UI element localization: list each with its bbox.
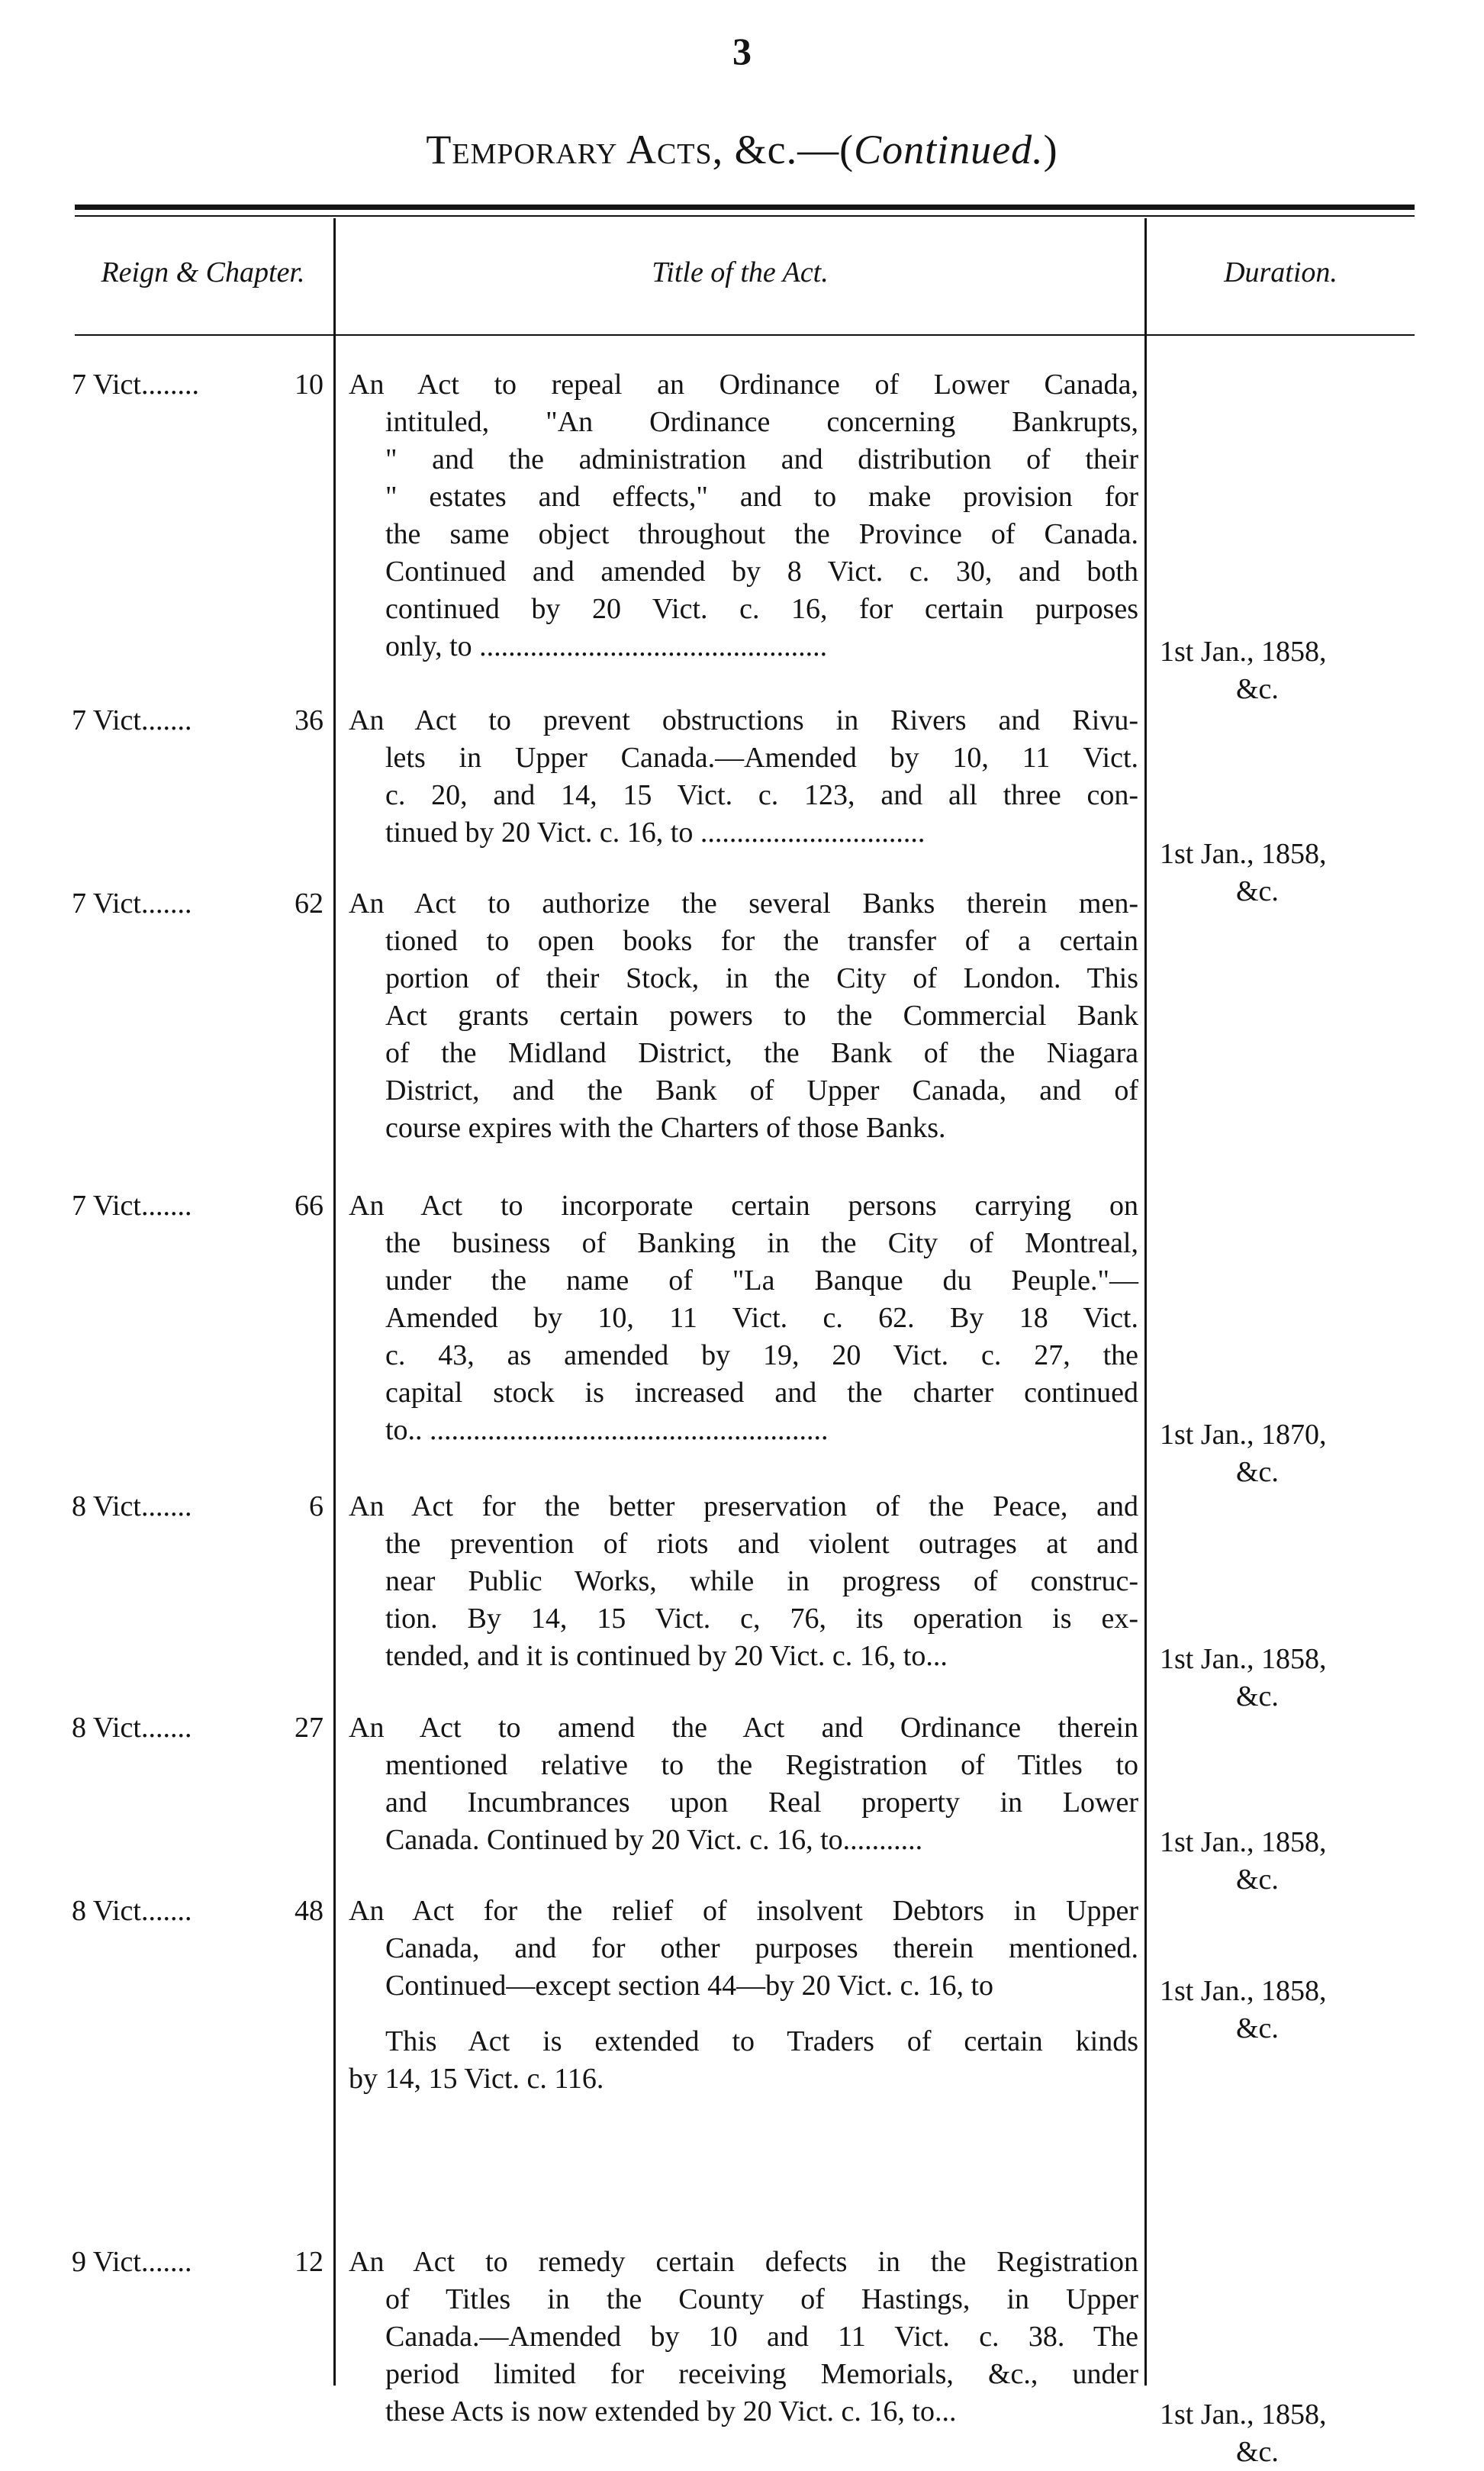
duration	[1160, 633, 1389, 708]
duration-etc: &c.	[1236, 1864, 1279, 1896]
chapter-number: 36	[295, 704, 324, 736]
reign-text: 9 Vict.......	[72, 2246, 192, 2278]
title-line: An Act for the relief of insolvent Debtors in Upper	[349, 1895, 1138, 1927]
title-line: the business of Banking in the City of Montreal,	[385, 1227, 1138, 1259]
reign-text: 7 Vict.......	[72, 888, 192, 920]
title-line: " and the administration and distribution of their	[385, 443, 1138, 475]
title-line: mentioned relative to the Registration of Titles to	[385, 1749, 1138, 1781]
header-bottom-rule	[75, 334, 1415, 336]
title-line: An Act to amend the Act and Ordinance therein	[349, 1712, 1138, 1744]
title-line: tioned to open books for the transfer of a certain	[385, 925, 1138, 957]
title-line: tended, and it is continued by 20 Vict. c. 16, to...	[385, 1640, 948, 1672]
title-line: to.. .......................................................	[385, 1414, 829, 1446]
title-line: An Act to remedy certain defects in the Registration	[349, 2246, 1138, 2278]
title-line: course expires with the Charters of those Banks.	[385, 1112, 946, 1144]
chapter-number: 6	[309, 1490, 324, 1522]
duration-etc: &c.	[1236, 673, 1279, 705]
title-line: Amended by 10, 11 Vict. c. 62. By 18 Vict.	[385, 1302, 1138, 1334]
duration-etc: &c.	[1236, 2436, 1279, 2468]
heading-rest: &c.—(	[723, 127, 855, 172]
reign-chapter	[72, 1709, 324, 1747]
chapter-number: 10	[295, 369, 324, 401]
reign-chapter	[72, 1893, 324, 1930]
title-line: Canada. Continued by 20 Vict. c. 16, to...........	[385, 1824, 923, 1856]
reign-text: 7 Vict........	[72, 369, 199, 401]
chapter-number: 12	[295, 2246, 324, 2278]
duration-date: 1st Jan., 1858,	[1160, 838, 1327, 870]
title-line: under the name of "La Banque du Peuple."—	[385, 1264, 1138, 1297]
title-line: tion. By 14, 15 Vict. c, 76, its operation is ex-	[385, 1603, 1138, 1635]
title-line: of the Midland District, the Bank of the Niagara	[385, 1037, 1138, 1069]
reign-chapter	[72, 702, 324, 739]
title-line: c. 43, as amended by 19, 20 Vict. c. 27, the	[385, 1339, 1138, 1371]
title-line: the prevention of riots and violent outrages at and	[385, 1528, 1138, 1560]
act-title	[349, 702, 1138, 852]
reign-chapter	[72, 885, 324, 923]
title-line: An Act to incorporate certain persons carrying on	[349, 1190, 1138, 1222]
reign-chapter	[72, 1187, 324, 1225]
duration	[1160, 1416, 1389, 1491]
chapter-number: 66	[295, 1190, 324, 1222]
column-divider-right	[1144, 218, 1147, 2386]
reign-text: 8 Vict.......	[72, 1895, 192, 1927]
title-line: portion of their Stock, in the City of London. This	[385, 962, 1138, 994]
duration-date: 1st Jan., 1858,	[1160, 636, 1327, 668]
reign-text: 8 Vict.......	[72, 1490, 192, 1522]
duration	[1160, 1824, 1389, 1899]
title-line: An Act for the better preservation of the Peace, and	[349, 1490, 1138, 1522]
title-line: capital stock is increased and the charter continued	[385, 1377, 1138, 1409]
duration-date: 1st Jan., 1858,	[1160, 1826, 1327, 1858]
duration	[1160, 2396, 1389, 2471]
duration-etc: &c.	[1236, 1680, 1279, 1712]
heading-close: )	[1043, 127, 1058, 172]
note-line: This Act is extended to Traders of certain kinds	[385, 2025, 1138, 2057]
reign-text: 8 Vict.......	[72, 1712, 192, 1744]
act-title	[349, 1187, 1138, 1449]
act-title	[349, 366, 1138, 665]
title-line: intituled, "An Ordinance concerning Bankrupts,	[385, 406, 1138, 438]
duration-etc: &c.	[1236, 1456, 1279, 1488]
duration	[1160, 836, 1389, 910]
title-line: the same object throughout the Province of Canada.	[385, 518, 1138, 550]
column-divider-left	[333, 218, 336, 2386]
duration-etc: &c.	[1236, 2012, 1279, 2044]
title-line: An Act to authorize the several Banks therein men-	[349, 888, 1138, 920]
title-line: Continued—except section 44—by 20 Vict. c. 16, to	[385, 1970, 993, 2002]
title-line: " estates and effects," and to make provision for	[385, 481, 1138, 513]
heading-italic: Continued.	[854, 127, 1044, 172]
title-line: Canada, and for other purposes therein mentioned.	[385, 1932, 1138, 1964]
title-line: Canada.—Amended by 10 and 11 Vict. c. 38. The	[385, 2321, 1138, 2353]
act-title	[349, 2244, 1138, 2431]
title-line: period limited for receiving Memorials, &c., under	[385, 2358, 1138, 2390]
duration	[1160, 1973, 1389, 2047]
reign-chapter	[72, 1488, 324, 1525]
duration-etc: &c.	[1236, 875, 1279, 907]
title-line: continued by 20 Vict. c. 16, for certain purposes	[385, 593, 1138, 625]
column-header-reign: Reign & Chapter.	[101, 256, 305, 288]
title-line: and Incumbrances upon Real property in Lower	[385, 1786, 1138, 1819]
column-header-title: Title of the Act.	[652, 256, 829, 288]
act-title	[349, 885, 1138, 1147]
title-line: District, and the Bank of Upper Canada, and of	[385, 1074, 1138, 1107]
chapter-number: 48	[295, 1895, 324, 1927]
duration-date: 1st Jan., 1858,	[1160, 2399, 1327, 2431]
duration-date: 1st Jan., 1858,	[1160, 1643, 1327, 1675]
note-gap	[349, 2005, 1138, 2023]
reign-chapter	[72, 2244, 324, 2281]
title-line: Act grants certain powers to the Commercial Bank	[385, 1000, 1138, 1032]
title-line: Continued and amended by 8 Vict. c. 30, and both	[385, 556, 1138, 588]
reign-text: 7 Vict.......	[72, 704, 192, 736]
chapter-number: 27	[295, 1712, 324, 1744]
chapter-number: 62	[295, 888, 324, 920]
act-title	[349, 1709, 1138, 1859]
note-line: by 14, 15 Vict. c. 116.	[349, 2063, 604, 2095]
duration-date: 1st Jan., 1858,	[1160, 1975, 1327, 2007]
column-header-duration: Duration.	[1224, 256, 1338, 288]
title-line: of Titles in the County of Hastings, in Upper	[385, 2283, 1138, 2315]
title-line: these Acts is now extended by 20 Vict. c. 16, to...	[385, 2395, 957, 2428]
heading-caps: Temporary Acts,	[426, 127, 724, 172]
duration-date: 1st Jan., 1870,	[1160, 1419, 1327, 1451]
title-line: An Act to repeal an Ordinance of Lower Canada,	[349, 369, 1138, 401]
title-line: only, to ................................................	[385, 630, 828, 662]
top-double-rule-thick	[75, 205, 1415, 210]
title-line: near Public Works, while in progress of construc-	[385, 1565, 1138, 1597]
page-heading	[0, 126, 1484, 173]
title-line: tinued by 20 Vict. c. 16, to ...............................	[385, 817, 925, 849]
act-title	[349, 1893, 1138, 2098]
title-line: c. 20, and 14, 15 Vict. c. 123, and all three con-	[385, 779, 1138, 811]
title-line: An Act to prevent obstructions in Rivers and Rivu-	[349, 704, 1138, 736]
page-number: 3	[732, 30, 752, 72]
reign-chapter	[72, 366, 324, 404]
title-line: lets in Upper Canada.—Amended by 10, 11 Vict.	[385, 742, 1138, 774]
top-double-rule-thin	[75, 215, 1415, 217]
act-title	[349, 1488, 1138, 1675]
reign-text: 7 Vict.......	[72, 1190, 192, 1222]
duration	[1160, 1641, 1389, 1716]
